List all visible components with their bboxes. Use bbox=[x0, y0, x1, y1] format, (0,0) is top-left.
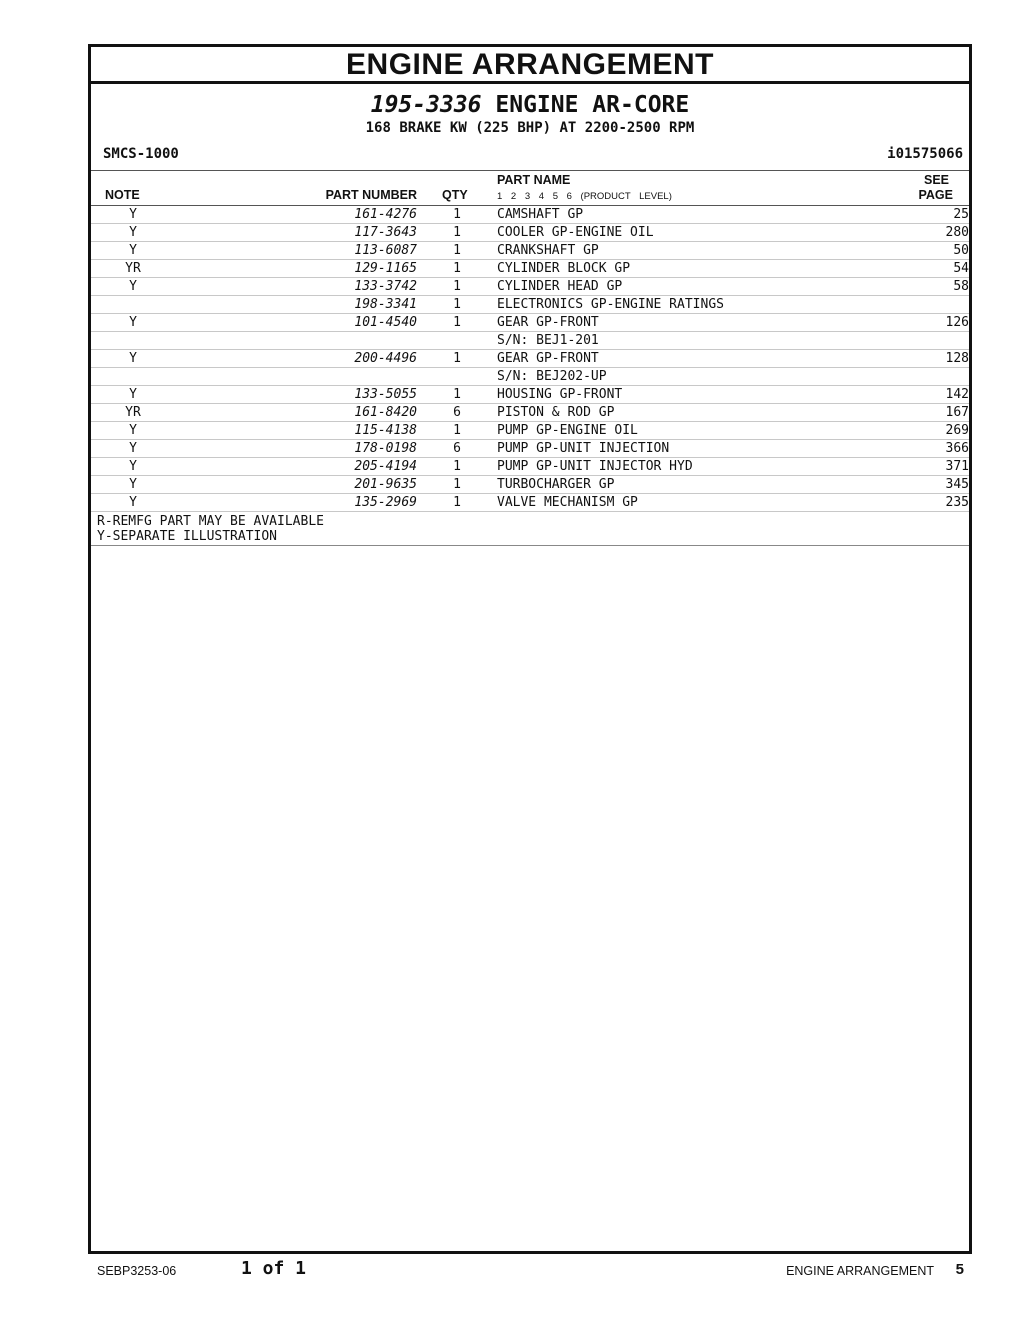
footnote: R-REMFG PART MAY BE AVAILABLE bbox=[97, 514, 324, 529]
row-part-number: 178-0198 bbox=[175, 440, 417, 458]
table-row bbox=[91, 260, 969, 278]
row-see-page: 366 bbox=[889, 440, 969, 458]
row-note: Y bbox=[91, 458, 175, 476]
page-of: 1 of 1 bbox=[241, 1258, 307, 1279]
row-see-page: 128 bbox=[889, 350, 969, 368]
row-note: Y bbox=[91, 224, 175, 242]
illustration-id: i01575066 bbox=[887, 146, 963, 162]
row-see-page: 280 bbox=[889, 224, 969, 242]
row-note: Y bbox=[91, 314, 175, 332]
parts-table bbox=[91, 206, 969, 512]
row-note bbox=[91, 332, 175, 350]
assembly-part-number: 195-3336 bbox=[370, 92, 482, 118]
row-qty bbox=[417, 368, 497, 386]
row-qty: 6 bbox=[417, 404, 497, 422]
header-part-number: PART NUMBER bbox=[325, 188, 417, 202]
row-note bbox=[91, 296, 175, 314]
row-part-name: CYLINDER BLOCK GP bbox=[497, 260, 889, 278]
row-part-number bbox=[175, 368, 417, 386]
footnotes bbox=[91, 512, 969, 546]
table-row bbox=[91, 314, 969, 332]
row-part-number: 133-5055 bbox=[175, 386, 417, 404]
document-id: SEBP3253-06 bbox=[97, 1264, 177, 1278]
row-see-page: 345 bbox=[889, 476, 969, 494]
row-note: Y bbox=[91, 386, 175, 404]
row-note bbox=[91, 368, 175, 386]
header-qty: QTY bbox=[442, 188, 468, 202]
row-see-page: 126 bbox=[889, 314, 969, 332]
row-part-number: 101-4540 bbox=[175, 314, 417, 332]
row-qty: 1 bbox=[417, 386, 497, 404]
row-see-page: 58 bbox=[889, 278, 969, 296]
row-qty: 1 bbox=[417, 206, 497, 224]
table-row bbox=[91, 422, 969, 440]
table-row bbox=[91, 404, 969, 422]
row-qty: 1 bbox=[417, 242, 497, 260]
table-row bbox=[91, 278, 969, 296]
row-qty: 6 bbox=[417, 440, 497, 458]
header-part-name: PART NAME bbox=[497, 173, 571, 187]
row-part-number bbox=[175, 332, 417, 350]
table-row bbox=[91, 440, 969, 458]
smcs-code: SMCS-1000 bbox=[103, 146, 179, 162]
row-note: YR bbox=[91, 260, 175, 278]
row-see-page bbox=[889, 332, 969, 350]
engine-rating: 168 BRAKE KW (225 BHP) AT 2200-2500 RPM bbox=[365, 120, 695, 136]
row-part-number: 161-4276 bbox=[175, 206, 417, 224]
row-part-name: PISTON & ROD GP bbox=[497, 404, 889, 422]
row-part-number: 200-4496 bbox=[175, 350, 417, 368]
row-part-number: 115-4138 bbox=[175, 422, 417, 440]
row-part-name: GEAR GP-FRONT bbox=[497, 314, 889, 332]
row-note: Y bbox=[91, 278, 175, 296]
assembly-title bbox=[91, 92, 969, 118]
row-note: Y bbox=[91, 242, 175, 260]
table-row bbox=[91, 494, 969, 512]
row-see-page: 371 bbox=[889, 458, 969, 476]
row-part-name: COOLER GP-ENGINE OIL bbox=[497, 224, 889, 242]
assembly-header bbox=[91, 84, 969, 171]
row-part-name: CYLINDER HEAD GP bbox=[497, 278, 889, 296]
row-part-name: GEAR GP-FRONT bbox=[497, 350, 889, 368]
row-note: Y bbox=[91, 206, 175, 224]
row-note: YR bbox=[91, 404, 175, 422]
table-row bbox=[91, 386, 969, 404]
row-see-page: 269 bbox=[889, 422, 969, 440]
footer-section: ENGINE ARRANGEMENT bbox=[786, 1264, 934, 1278]
assembly-name: ENGINE AR-CORE bbox=[495, 92, 690, 118]
row-qty: 1 bbox=[417, 224, 497, 242]
row-note: Y bbox=[91, 422, 175, 440]
row-see-page bbox=[889, 368, 969, 386]
row-see-page: 50 bbox=[889, 242, 969, 260]
row-qty bbox=[417, 332, 497, 350]
table-row bbox=[91, 242, 969, 260]
table-row bbox=[91, 350, 969, 368]
row-part-name: HOUSING GP-FRONT bbox=[497, 386, 889, 404]
row-qty: 1 bbox=[417, 476, 497, 494]
row-see-page: 142 bbox=[889, 386, 969, 404]
row-part-number: 161-8420 bbox=[175, 404, 417, 422]
row-part-number: 201-9635 bbox=[175, 476, 417, 494]
row-part-number: 135-2969 bbox=[175, 494, 417, 512]
header-page: PAGE bbox=[918, 188, 953, 202]
row-note: Y bbox=[91, 350, 175, 368]
row-part-name: PUMP GP-UNIT INJECTOR HYD bbox=[497, 458, 889, 476]
row-part-name: PUMP GP-UNIT INJECTION bbox=[497, 440, 889, 458]
row-part-name: VALVE MECHANISM GP bbox=[497, 494, 889, 512]
row-qty: 1 bbox=[417, 314, 497, 332]
row-part-number: 117-3643 bbox=[175, 224, 417, 242]
table-row bbox=[91, 224, 969, 242]
row-note: Y bbox=[91, 494, 175, 512]
row-part-name: ELECTRONICS GP-ENGINE RATINGS bbox=[497, 296, 889, 314]
row-part-name: CAMSHAFT GP bbox=[497, 206, 889, 224]
row-part-number: 133-3742 bbox=[175, 278, 417, 296]
row-note: Y bbox=[91, 476, 175, 494]
table-row bbox=[91, 296, 969, 314]
table-row bbox=[91, 458, 969, 476]
row-qty: 1 bbox=[417, 278, 497, 296]
row-part-number: 129-1165 bbox=[175, 260, 417, 278]
footnote: Y-SEPARATE ILLUSTRATION bbox=[97, 529, 278, 544]
row-part-name: S/N: BEJ1-201 bbox=[497, 332, 889, 350]
row-qty: 1 bbox=[417, 458, 497, 476]
table-row bbox=[91, 332, 969, 350]
row-see-page bbox=[889, 296, 969, 314]
row-part-name: PUMP GP-ENGINE OIL bbox=[497, 422, 889, 440]
row-part-name: S/N: BEJ202-UP bbox=[497, 368, 889, 386]
row-see-page: 235 bbox=[889, 494, 969, 512]
header-product-levels: 1 2 3 4 5 6 (PRODUCT LEVEL) bbox=[497, 191, 672, 202]
row-qty: 1 bbox=[417, 350, 497, 368]
row-qty: 1 bbox=[417, 260, 497, 278]
row-qty: 1 bbox=[417, 494, 497, 512]
parts-page-frame bbox=[88, 44, 972, 1254]
row-see-page: 25 bbox=[889, 206, 969, 224]
table-row bbox=[91, 206, 969, 224]
row-note: Y bbox=[91, 440, 175, 458]
row-part-name: TURBOCHARGER GP bbox=[497, 476, 889, 494]
row-part-number: 113-6087 bbox=[175, 242, 417, 260]
page-number: 5 bbox=[955, 1261, 964, 1278]
row-qty: 1 bbox=[417, 422, 497, 440]
header-see: SEE bbox=[923, 173, 949, 187]
table-row bbox=[91, 476, 969, 494]
row-part-number: 198-3341 bbox=[175, 296, 417, 314]
row-qty: 1 bbox=[417, 296, 497, 314]
table-row bbox=[91, 368, 969, 386]
row-see-page: 167 bbox=[889, 404, 969, 422]
row-part-number: 205-4194 bbox=[175, 458, 417, 476]
column-headers bbox=[91, 171, 969, 206]
row-part-name: CRANKSHAFT GP bbox=[497, 242, 889, 260]
row-see-page: 54 bbox=[889, 260, 969, 278]
section-title: ENGINE ARRANGEMENT bbox=[91, 47, 969, 84]
header-note: NOTE bbox=[105, 188, 140, 202]
